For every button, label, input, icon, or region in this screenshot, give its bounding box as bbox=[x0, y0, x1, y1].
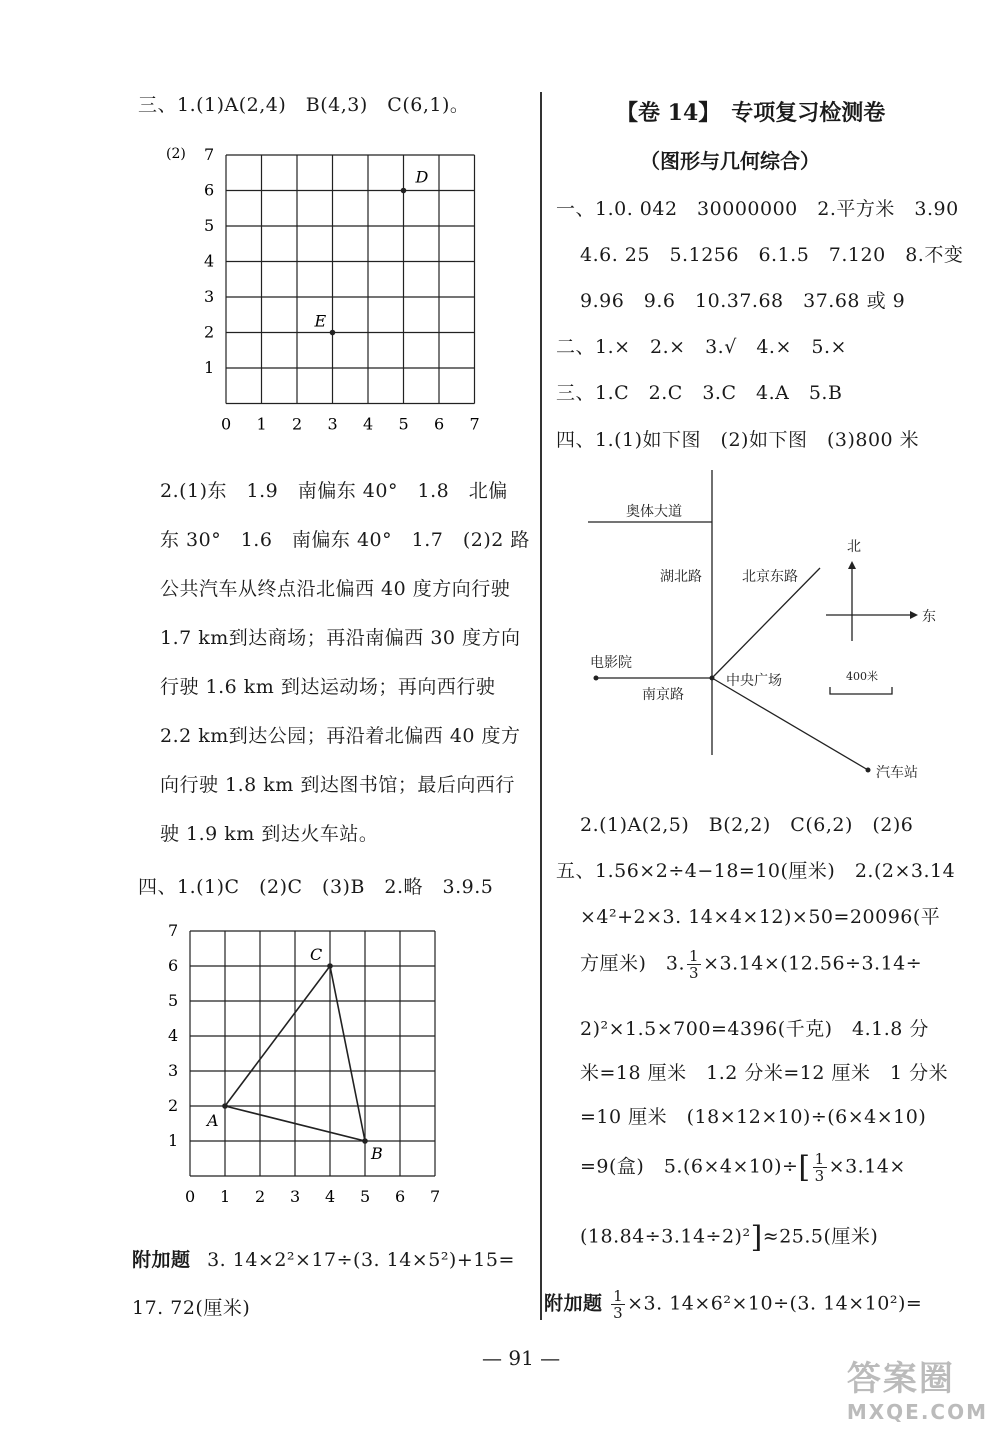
frac-den: 3 bbox=[689, 964, 700, 982]
right-s5-line3 bbox=[580, 948, 922, 981]
scale-bar bbox=[830, 687, 892, 694]
fraction-one-third-c bbox=[611, 1288, 625, 1321]
right-title: 【卷 14】 专项复习检测卷 bbox=[616, 100, 886, 126]
frac-den: 3 bbox=[814, 1167, 825, 1185]
grid-point-d bbox=[401, 188, 407, 194]
grid-x-tick: 5 bbox=[360, 1187, 371, 1206]
grid1-label: (2) bbox=[166, 146, 186, 162]
map-road-aoti: 奥体大道 bbox=[626, 504, 682, 520]
map-place-cinema: 电影院 bbox=[590, 655, 632, 671]
left-bracket: [ bbox=[798, 1150, 811, 1185]
left-q2-line-5: 行驶 1.6 km 到达运动场；再向西行驶 bbox=[160, 676, 496, 698]
fraction-one-third-b bbox=[813, 1151, 827, 1184]
left-q2-line-6: 2.2 km到达公园；再沿着北偏西 40 度方 bbox=[160, 725, 521, 747]
grid-y-tick: 1 bbox=[168, 1131, 179, 1150]
fraction-one-third-a bbox=[687, 948, 701, 981]
square-point bbox=[710, 676, 715, 681]
grid-y-tick: 3 bbox=[204, 287, 215, 306]
grid-y-tick: 1 bbox=[204, 358, 215, 377]
road-to-station-line bbox=[712, 678, 868, 770]
grid-x-tick: 5 bbox=[398, 414, 409, 434]
grid-y-tick: 6 bbox=[168, 956, 179, 975]
map-road-hubei: 湖北路 bbox=[660, 569, 702, 585]
left-section3-line1: 三、1.(1)A(2,4) B(4,3) C(6,1)。 bbox=[138, 94, 470, 116]
compass-east-arrow bbox=[910, 611, 918, 619]
grid-x-tick: 7 bbox=[469, 414, 480, 434]
right-s5-line3-b: ×3.14×(12.56÷3.14÷ bbox=[703, 952, 923, 975]
grid-point-label-c: C bbox=[310, 945, 323, 964]
right-subtitle: （图形与几何综合） bbox=[640, 149, 820, 173]
map-place-station: 汽车站 bbox=[876, 765, 918, 781]
map-road-beijingdong: 北京东路 bbox=[742, 569, 798, 585]
right-s1-line2: 4.6. 25 5.1256 6.1.5 7.120 8.不变 bbox=[580, 244, 964, 266]
coordinate-grid-1 bbox=[160, 140, 490, 440]
watermark-top: 答案圈 bbox=[846, 1359, 955, 1399]
grid-x-tick: 1 bbox=[256, 414, 267, 434]
grid-x-tick: 4 bbox=[363, 414, 374, 434]
map-scale: 400米 bbox=[846, 670, 878, 683]
grid-y-tick: 7 bbox=[168, 921, 179, 940]
right-s5-line6: =10 厘米 (18×12×10)÷(6×4×10) bbox=[580, 1106, 927, 1128]
watermark-logo bbox=[847, 1351, 988, 1424]
map-road-nanjing: 南京路 bbox=[642, 687, 684, 703]
grid-x-tick: 1 bbox=[220, 1187, 231, 1206]
left-extra-line2: 17. 72(厘米) bbox=[132, 1297, 251, 1319]
grid-x-tick: 7 bbox=[430, 1187, 441, 1206]
right-extra-line bbox=[544, 1288, 922, 1321]
grid-point-b bbox=[362, 1138, 368, 1144]
left-q2-line-8: 驶 1.9 km 到达火车站。 bbox=[160, 823, 379, 845]
grid-point-label-e: E bbox=[314, 311, 327, 331]
right-bracket: ] bbox=[750, 1220, 763, 1255]
grid-point-label-b: B bbox=[371, 1144, 383, 1163]
right-extra-label: 附加题 bbox=[544, 1292, 603, 1315]
grid-y-tick: 6 bbox=[204, 180, 215, 200]
right-s2-line: 二、1.× 2.× 3.√ 4.× 5.× bbox=[556, 336, 847, 358]
right-s5-line8-b: ≈25.5(厘米) bbox=[762, 1225, 879, 1248]
right-s5-line8-a: (18.84÷3.14÷2)² bbox=[580, 1225, 751, 1248]
right-q2-line: 2.(1)A(2,5) B(2,2) C(6,2) (2)6 bbox=[580, 814, 914, 836]
grid-y-tick: 4 bbox=[168, 1026, 179, 1045]
grid-y-tick: 5 bbox=[204, 216, 215, 235]
map-place-square: 中央广场 bbox=[726, 673, 782, 689]
right-s5-line4: 2)²×1.5×700=4396(千克) 4.1.8 分 bbox=[580, 1018, 929, 1040]
right-s5-line5: 米=18 厘米 1.2 分米=12 厘米 1 分米 bbox=[580, 1062, 949, 1084]
left-q2-line-7: 向行驶 1.8 km 到达图书馆；最后向西行 bbox=[160, 774, 515, 796]
right-s5-line7-b: ×3.14× bbox=[828, 1155, 906, 1178]
grid-y-tick: 2 bbox=[168, 1096, 179, 1115]
column-divider bbox=[540, 92, 542, 1320]
grid-x-tick: 4 bbox=[325, 1187, 336, 1206]
right-s5-line8 bbox=[580, 1220, 878, 1255]
grid-y-tick: 5 bbox=[168, 991, 179, 1010]
right-s3-line: 三、1.C 2.C 3.C 4.A 5.B bbox=[556, 382, 843, 404]
left-q2-line-3: 公共汽车从终点沿北偏西 40 度方向行驶 bbox=[160, 578, 511, 600]
station-point bbox=[866, 768, 871, 773]
grid-point-e bbox=[330, 330, 336, 336]
right-s1-line1: 一、1.0. 042 30000000 2.平方米 3.90 bbox=[556, 198, 959, 220]
right-extra-expr: ×3. 14×6²×10÷(3. 14×10²)= bbox=[627, 1292, 923, 1315]
left-q2-line-4: 1.7 km到达商场；再沿南偏西 30 度方向 bbox=[160, 627, 521, 649]
right-s5-line7-a: =9(盒) 5.(6×4×10)÷ bbox=[580, 1155, 799, 1178]
grid-point-label-d: D bbox=[415, 167, 429, 187]
grid-point-c bbox=[327, 963, 333, 969]
grid-x-tick: 6 bbox=[434, 414, 445, 434]
map-dir-east: 东 bbox=[922, 609, 936, 625]
map-dir-north: 北 bbox=[847, 539, 861, 555]
watermark-bottom: MXQE.COM bbox=[846, 1400, 988, 1424]
left-section4-line: 四、1.(1)C (2)C (3)B 2.略 3.9.5 bbox=[138, 876, 494, 898]
grid-y-tick: 4 bbox=[204, 251, 215, 271]
right-s5-line2: ×4²+2×3. 14×4×12)×50=20096(平 bbox=[580, 906, 941, 928]
map-diagram bbox=[580, 465, 950, 795]
left-extra-label: 附加题 bbox=[132, 1249, 191, 1271]
grid-y-tick: 3 bbox=[168, 1061, 179, 1080]
right-s5-line1: 五、1.56×2÷4−18=10(厘米) 2.(2×3.14 bbox=[556, 860, 956, 882]
frac-num: 1 bbox=[814, 1150, 825, 1168]
left-extra-line1: 3. 14×2²×17÷(3. 14×5²)+15= bbox=[207, 1249, 515, 1271]
grid-x-tick: 6 bbox=[395, 1187, 406, 1206]
right-s5-line3-a: 方厘米) 3. bbox=[580, 952, 686, 975]
grid-point-label-a: A bbox=[207, 1111, 219, 1130]
right-s5-line7 bbox=[580, 1150, 906, 1185]
grid-x-tick: 0 bbox=[221, 414, 232, 434]
frac-num: 1 bbox=[689, 947, 700, 965]
left-q2-line-2: 东 30° 1.6 南偏东 40° 1.7 (2)2 路 bbox=[160, 529, 530, 551]
grid-y-tick: 2 bbox=[204, 322, 215, 342]
coordinate-grid-2 bbox=[160, 920, 460, 1220]
right-s1-line3: 9.96 9.6 10.37.68 37.68 或 9 bbox=[580, 290, 906, 312]
grid-x-tick: 3 bbox=[327, 414, 338, 434]
frac-num: 1 bbox=[613, 1287, 624, 1305]
compass-north-arrow bbox=[848, 561, 856, 569]
grid-point-a bbox=[222, 1103, 228, 1109]
grid-x-tick: 2 bbox=[255, 1187, 266, 1206]
left-extra-line bbox=[132, 1245, 515, 1272]
page-number: — 91 — bbox=[482, 1346, 561, 1370]
grid-x-tick: 0 bbox=[185, 1187, 196, 1206]
left-q2-line-1: 2.(1)东 1.9 南偏东 40° 1.8 北偏 bbox=[160, 480, 508, 502]
frac-den: 3 bbox=[613, 1304, 624, 1322]
grid-x-tick: 3 bbox=[290, 1187, 301, 1206]
right-s4-line: 四、1.(1)如下图 (2)如下图 (3)800 米 bbox=[556, 429, 920, 451]
grid-y-tick: 7 bbox=[204, 145, 215, 164]
cinema-point bbox=[594, 676, 599, 681]
grid-x-tick: 2 bbox=[292, 414, 303, 434]
